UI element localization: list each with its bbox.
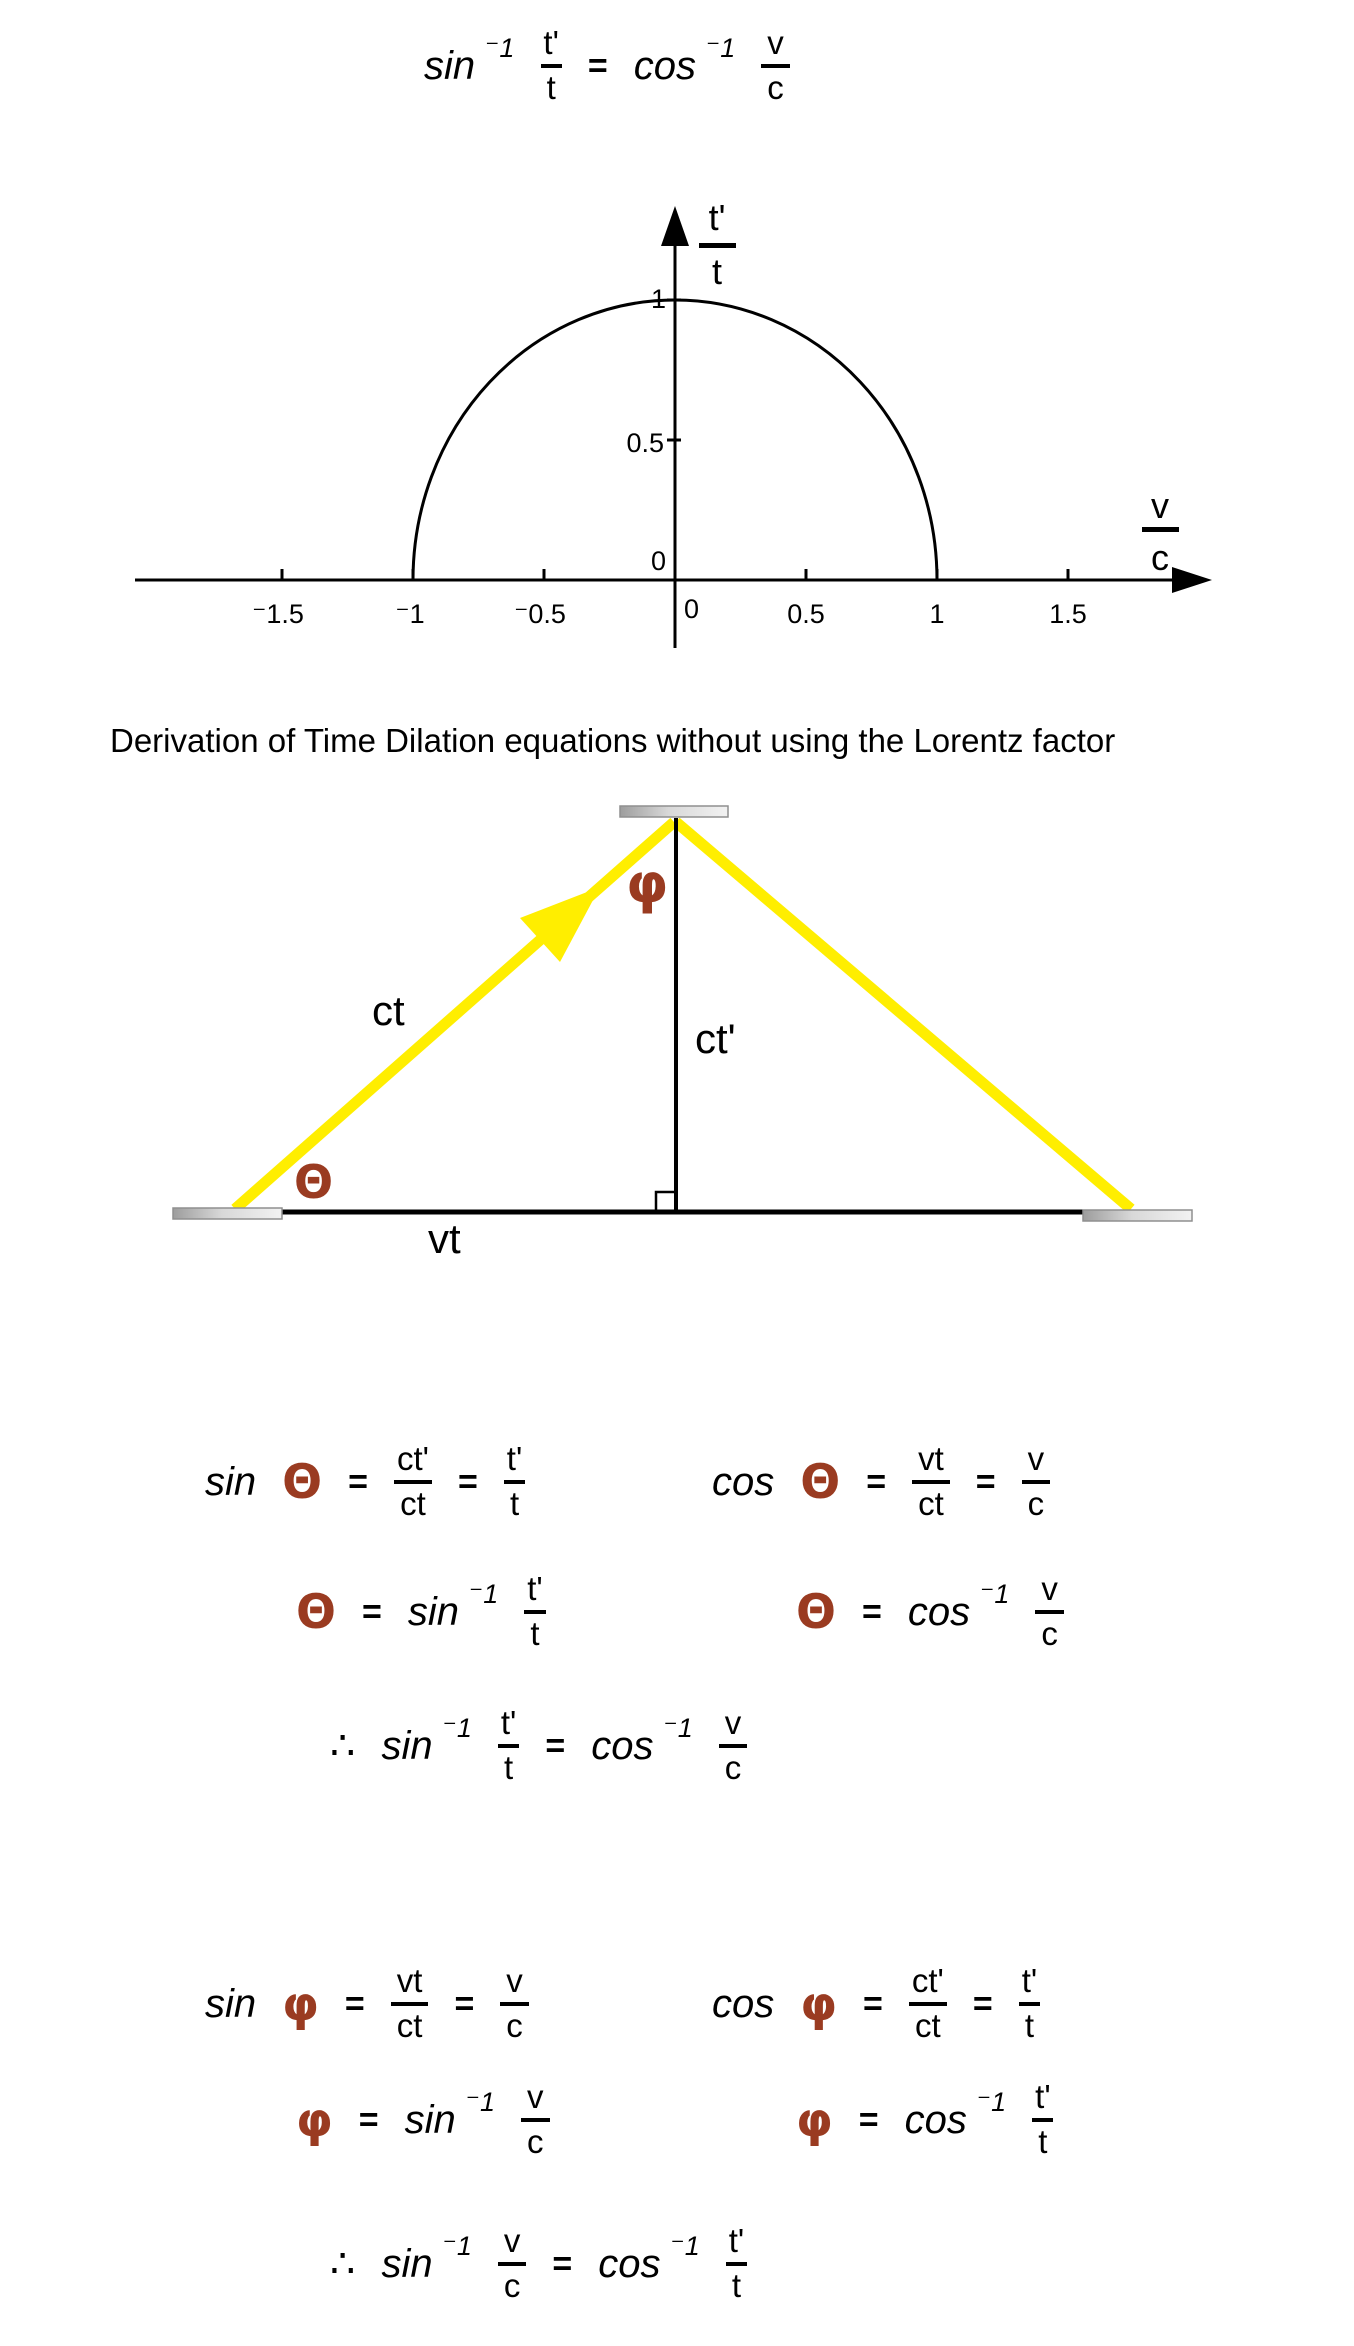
formula-theta-arccos [796, 1568, 1064, 1656]
mirror-bottom-right [1083, 1210, 1192, 1221]
x-axis-label-denominator: c [1151, 537, 1169, 578]
fraction-numerator: ct' [911, 1962, 944, 2000]
formula-token-eq: = [866, 1463, 887, 1501]
formula-sin-theta [205, 1438, 525, 1526]
formula-token-frac [504, 1442, 525, 1521]
fraction-numerator: v [506, 1962, 523, 2000]
formula-token-fn: sin [404, 2098, 456, 2142]
fraction-denominator: t [1032, 2118, 1053, 2160]
fraction-denominator: ct [391, 2002, 429, 2044]
formula-token-sup: ⁻1 [468, 1578, 499, 1609]
formula-token-frac [1022, 1442, 1051, 1521]
formula-token-sym: Θ [796, 1584, 836, 1640]
page-title: Derivation of Time Dilation equations without using the Lorentz factor [110, 722, 1116, 759]
fraction-numerator: vt [918, 1440, 944, 1478]
fraction-numerator: t' [728, 2222, 745, 2260]
formula-token-tf: ∴ [330, 2241, 356, 2287]
x-axis-label-numerator: v [1151, 485, 1169, 526]
fraction-denominator: ct [912, 1480, 950, 1522]
fraction-denominator: c [500, 2002, 529, 2044]
formula-phi-arcsin [296, 2076, 550, 2164]
formula-token-frac [498, 1706, 519, 1785]
semicircle-plot [0, 0, 1354, 720]
formula-phi-conclusion [330, 2220, 747, 2308]
formula-cos-theta [712, 1438, 1050, 1526]
fraction-denominator: t [498, 1744, 519, 1786]
formula-token-sup: ⁻1 [670, 2230, 700, 2261]
formula-token-eq: = [361, 1593, 382, 1631]
fraction-numerator: t' [500, 1704, 517, 1742]
fraction-bar [699, 243, 736, 248]
y-axis-label-numerator: t' [708, 197, 726, 238]
x-tick-label: 0 [684, 594, 700, 624]
formula-token-frac [500, 1964, 529, 2043]
formula-token-fn: cos [591, 1724, 654, 1768]
formula-token-fn: sin [424, 44, 476, 88]
formula-token-eq: = [545, 1727, 566, 1765]
formula-token-eq: = [861, 1593, 882, 1631]
y-tick-label: 1 [650, 284, 666, 314]
formula-token-fn: sin [205, 1982, 257, 2026]
formula-token-frac [391, 1964, 429, 2043]
fraction-denominator: c [1035, 1610, 1064, 1652]
y-axis-label [699, 197, 736, 292]
fraction-numerator: v [1027, 1440, 1045, 1478]
x-tick-label: ⁻0.5 [514, 599, 566, 629]
formula-token-fn: cos [633, 44, 696, 88]
light-clock-diagram [0, 780, 1354, 1290]
formula-token-eq: = [454, 1985, 475, 2023]
formula-token-sup: ⁻1 [663, 1712, 693, 1743]
formula-token-sym: φ [282, 1976, 319, 2032]
formula-token-tf: ∴ [330, 1723, 356, 1769]
formula-token-sup: ⁻1 [442, 1712, 472, 1743]
mirror-top [620, 806, 728, 817]
y-tick-label: 0.5 [626, 428, 664, 458]
formula-token-fn: cos [598, 2242, 661, 2286]
mirror-bottom-left [173, 1208, 282, 1219]
x-tick-label: ⁻1 [395, 599, 425, 629]
fraction-numerator: v [724, 1704, 742, 1742]
formula-token-fn: sin [381, 2242, 433, 2286]
formula-token-fn: cos [712, 1982, 775, 2026]
right-angle-marker [656, 1192, 676, 1212]
formula-token-sym: φ [296, 2092, 333, 2148]
formula-token-sup: ⁻1 [465, 2086, 496, 2117]
fraction-denominator: t [726, 2262, 747, 2304]
formula-token-sup: ⁻1 [980, 1578, 1010, 1609]
formula-token-fn: sin [205, 1460, 257, 1504]
formula-token-sym: Θ [800, 1454, 841, 1510]
fraction-numerator: ct' [396, 1440, 429, 1478]
formula-token-eq: = [975, 1463, 996, 1501]
formula-theta-conclusion [330, 1702, 747, 1790]
formula-sin-phi [205, 1960, 529, 2048]
formula-token-eq: = [457, 1463, 478, 1501]
formula-token-eq: = [587, 47, 608, 85]
fraction-denominator: c [719, 1744, 748, 1786]
formula-token-eq: = [858, 2101, 879, 2139]
formula-token-frac [726, 2224, 747, 2303]
formula-token-fn: sin [407, 1590, 459, 1634]
fraction-numerator: v [1041, 1570, 1058, 1608]
formula-token-eq: = [972, 1985, 993, 2023]
y-axis-arrow-icon [661, 206, 689, 246]
formula-token-fn: cos [904, 2098, 967, 2142]
label-theta: Θ [294, 1155, 334, 1209]
formula-token-frac [1035, 1572, 1064, 1651]
formula-token-frac [1032, 2080, 1053, 2159]
fraction-numerator: t' [506, 1440, 523, 1478]
formula-token-eq: = [863, 1985, 883, 2023]
formula-token-frac [498, 2224, 527, 2303]
x-tick-label: ⁻1.5 [252, 599, 304, 629]
formula-token-eq: = [552, 2245, 573, 2283]
formula-theta-arcsin [296, 1568, 546, 1656]
x-tick-label: 1 [929, 599, 945, 629]
fraction-numerator: t' [527, 1570, 543, 1608]
formula-token-sym: Θ [296, 1584, 336, 1640]
formula-token-sup: ⁻1 [485, 32, 515, 63]
light-beam-left [235, 822, 674, 1209]
y-tick-label: 0 [650, 546, 666, 576]
fraction-numerator: v [527, 2078, 544, 2116]
fraction-numerator: t' [1035, 2078, 1051, 2116]
formula-token-frac [719, 1706, 748, 1785]
label-vt: vt [428, 1215, 461, 1262]
fraction-denominator: t [504, 1480, 525, 1522]
formula-token-fn: cos [907, 1590, 971, 1634]
formula-token-frac [1019, 1964, 1040, 2043]
y-axis-label-denominator: t [711, 251, 723, 292]
formula-cos-phi [712, 1960, 1040, 2048]
fraction-bar [1142, 527, 1179, 532]
label-phi: φ [626, 852, 669, 915]
label-ct-prime: ct' [695, 1015, 736, 1062]
formula-token-frac [394, 1442, 432, 1521]
formula-token-sup: ⁻1 [706, 32, 736, 63]
fraction-denominator: c [521, 2118, 550, 2160]
x-tick-label: 0.5 [787, 599, 825, 629]
fraction-denominator: t [541, 64, 562, 106]
formula-token-eq: = [358, 2101, 379, 2139]
fraction-denominator: ct [394, 1480, 432, 1522]
formula-token-frac [909, 1964, 947, 2043]
fraction-denominator: c [1022, 1480, 1051, 1522]
fraction-denominator: t [524, 1610, 545, 1652]
formula-token-sym: φ [796, 2092, 833, 2148]
formula-token-frac [912, 1442, 950, 1521]
fraction-denominator: c [498, 2262, 527, 2304]
formula-token-frac [524, 1572, 545, 1651]
formula-token-fn: sin [381, 1724, 433, 1768]
formula-token-sup: ⁻1 [976, 2086, 1007, 2117]
x-tick-label: 1.5 [1049, 599, 1087, 629]
x-axis-label [1142, 485, 1179, 578]
formula-token-eq: = [344, 1985, 365, 2023]
fraction-numerator: vt [396, 1962, 423, 2000]
formula-token-sym: Θ [282, 1454, 323, 1510]
label-ct: ct [372, 987, 405, 1034]
fraction-numerator: v [503, 2222, 521, 2260]
x-axis-arrow-icon [1172, 567, 1212, 593]
formula-token-eq: = [348, 1463, 368, 1501]
fraction-denominator: t [1019, 2002, 1040, 2044]
formula-token-fn: cos [712, 1460, 775, 1504]
formula-phi-arccos [796, 2076, 1054, 2164]
fraction-numerator: v [767, 24, 784, 62]
light-beam-right [676, 822, 1131, 1209]
fraction-numerator: t' [543, 24, 559, 62]
fraction-numerator: t' [1021, 1962, 1038, 2000]
formula-token-frac [521, 2080, 550, 2159]
fraction-denominator: c [761, 64, 790, 106]
fraction-denominator: ct [909, 2002, 947, 2044]
formula-token-sup: ⁻1 [442, 2230, 472, 2261]
formula-token-sym: φ [800, 1976, 838, 2032]
